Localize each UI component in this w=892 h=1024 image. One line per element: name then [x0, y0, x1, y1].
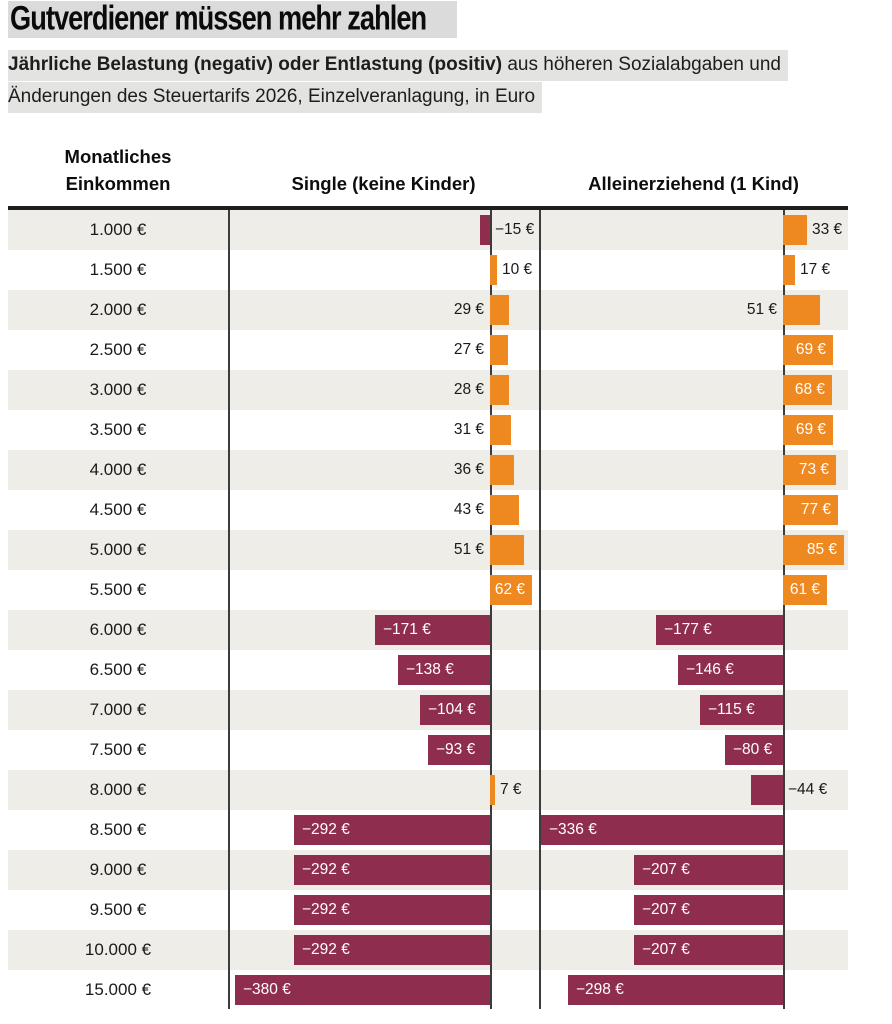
- table-row: [8, 290, 848, 330]
- income-label: 1.000 €: [89, 220, 147, 239]
- bar-value-label: 77 €: [800, 501, 831, 518]
- bar-value-label: 28 €: [453, 381, 484, 398]
- bar-single: [490, 375, 509, 405]
- bar-single-parent: [783, 455, 836, 485]
- bar-value-label: −146 €: [686, 661, 734, 678]
- income-label: 8.500 €: [89, 820, 147, 839]
- bar-single: [294, 935, 490, 965]
- bar-value-label: 51 €: [453, 541, 484, 558]
- income-label: 1.500 €: [89, 260, 147, 279]
- bar-value-label: −380 €: [243, 981, 291, 998]
- bar-single: [294, 895, 490, 925]
- table-row: [8, 210, 848, 250]
- bar-value-label: −177 €: [664, 621, 712, 638]
- subtitle-line-1-rest: aus höheren Sozialabgaben und: [502, 54, 781, 75]
- bar-single-parent: [700, 695, 783, 725]
- bar-single: [235, 975, 490, 1005]
- income-label: 2.000 €: [89, 300, 147, 319]
- bar-value-label: 33 €: [812, 221, 843, 238]
- bar-single: [490, 535, 524, 565]
- bar-single: [490, 775, 495, 805]
- bar-single: [490, 575, 532, 605]
- bar-single: [490, 335, 508, 365]
- bar-single: [490, 495, 519, 525]
- bar-single-parent: [783, 255, 795, 285]
- bar-value-label: −104 €: [428, 701, 476, 718]
- income-label: 9.500 €: [89, 900, 147, 919]
- bar-single: [490, 295, 509, 325]
- bar-single-parent: [634, 935, 783, 965]
- table-row: [8, 330, 848, 370]
- bar-value-label: 51 €: [746, 301, 777, 318]
- bar-value-label: −138 €: [406, 661, 454, 678]
- bar-value-label: −207 €: [642, 861, 690, 878]
- income-label: 3.500 €: [89, 420, 147, 439]
- bar-value-label: 73 €: [798, 461, 829, 478]
- bar-single-parent: [634, 895, 783, 925]
- income-label: 5.500 €: [89, 580, 147, 599]
- bar-value-label: 62 €: [494, 581, 525, 598]
- bar-value-label: −115 €: [708, 701, 755, 718]
- bar-value-label: 7 €: [500, 781, 522, 798]
- bar-single-parent: [783, 495, 838, 525]
- bar-single-parent: [678, 655, 783, 685]
- bar-value-label: 68 €: [794, 381, 825, 398]
- income-label: 4.500 €: [89, 500, 147, 519]
- income-label: 6.000 €: [89, 620, 147, 639]
- income-label: 15.000 €: [84, 980, 152, 999]
- income-label: 10.000 €: [84, 940, 152, 959]
- bar-value-label: −80 €: [733, 741, 773, 758]
- bar-single-parent: [751, 775, 783, 805]
- table-row: [8, 370, 848, 410]
- bar-value-label: −207 €: [642, 901, 690, 918]
- chart-table-body: [8, 210, 848, 1010]
- bar-single-parent: [783, 375, 832, 405]
- bar-value-label: 61 €: [789, 581, 820, 598]
- bar-single-parent: [656, 615, 783, 645]
- subtitle-bold-lead: Jährliche Belastung (negativ) oder Entlastung (positiv): [8, 54, 503, 75]
- bar-value-label: −292 €: [302, 901, 350, 918]
- bar-value-label: 10 €: [502, 261, 533, 278]
- bar-single-parent: [783, 415, 833, 445]
- table-row: [8, 810, 848, 850]
- income-label: 3.000 €: [89, 380, 147, 399]
- bar-single-parent: [783, 535, 844, 565]
- page-title: Gutverdiener müssen mehr zahlen: [10, 0, 427, 38]
- column-header-single-parent: Alleinerziehend (1 Kind): [588, 173, 799, 194]
- bar-value-label: 69 €: [795, 421, 826, 438]
- table-row: [8, 970, 848, 1010]
- table-row: [8, 890, 848, 930]
- subtitle-line-1: [8, 50, 788, 81]
- bar-single: [294, 855, 490, 885]
- bar-single-parent: [568, 975, 783, 1005]
- zero-axis-single: [490, 210, 492, 1009]
- bar-single: [490, 455, 514, 485]
- table-row: [8, 770, 848, 810]
- bar-single: [480, 215, 490, 245]
- table-row: [8, 930, 848, 970]
- table-row: [8, 650, 848, 690]
- bar-single-parent: [783, 335, 833, 365]
- column-divider-middle: [539, 210, 541, 1009]
- bar-value-label: −292 €: [302, 861, 350, 878]
- table-row: [8, 530, 848, 570]
- table-row: [8, 610, 848, 650]
- income-label: 2.500 €: [89, 340, 147, 359]
- income-label: 6.500 €: [89, 660, 147, 679]
- bar-single: [294, 815, 490, 845]
- income-label: 9.000 €: [89, 860, 147, 879]
- bar-single-parent: [783, 295, 820, 325]
- table-row: [8, 690, 848, 730]
- bar-value-label: −15 €: [495, 221, 535, 238]
- bar-single: [490, 255, 497, 285]
- bar-value-label: −171 €: [383, 621, 431, 638]
- bar-value-label: 27 €: [453, 341, 484, 358]
- bar-value-label: −298 €: [576, 981, 624, 998]
- bar-single: [420, 695, 490, 725]
- bar-value-label: −44 €: [788, 781, 828, 798]
- bar-single: [428, 735, 490, 765]
- table-row: [8, 850, 848, 890]
- bar-value-label: −292 €: [302, 821, 350, 838]
- bar-value-label: −336 €: [549, 821, 597, 838]
- subtitle: [8, 50, 788, 114]
- column-header-single: Single (keine Kinder): [291, 173, 476, 194]
- bar-single-parent: [634, 855, 783, 885]
- table-row: [8, 410, 848, 450]
- bar-value-label: −292 €: [302, 941, 350, 958]
- table-row: [8, 450, 848, 490]
- bar-value-label: 36 €: [453, 461, 484, 478]
- column-header-income: Monatliches Einkommen: [64, 146, 172, 194]
- table-row: [8, 570, 848, 610]
- income-label: 5.000 €: [89, 540, 147, 559]
- income-label: 4.000 €: [89, 460, 147, 479]
- bar-value-label: −93 €: [436, 741, 476, 758]
- bar-value-label: 69 €: [795, 341, 826, 358]
- subtitle-line-2: Änderungen des Steuertarifs 2026, Einzelveranlagung, in Euro: [8, 82, 788, 113]
- bar-single-parent: [783, 215, 807, 245]
- bar-single-parent: [541, 815, 783, 845]
- bar-single: [398, 655, 490, 685]
- bar-value-label: −207 €: [642, 941, 690, 958]
- zero-axis-single-parent: [783, 210, 785, 1009]
- income-label: 7.500 €: [89, 740, 147, 759]
- income-label: 7.000 €: [89, 700, 147, 719]
- table-row: [8, 490, 848, 530]
- bar-single: [490, 415, 511, 445]
- bar-single: [375, 615, 490, 645]
- bar-value-label: 17 €: [800, 261, 831, 278]
- income-label: 8.000 €: [89, 780, 147, 799]
- bar-value-label: 29 €: [453, 301, 484, 318]
- bar-single-parent: [783, 575, 827, 605]
- table-row: [8, 250, 848, 290]
- bar-value-label: 31 €: [453, 421, 484, 438]
- bar-value-label: 85 €: [806, 541, 837, 558]
- page-title-highlight: [8, 1, 457, 38]
- column-divider-left: [228, 210, 230, 1009]
- column-headers: [8, 139, 848, 197]
- table-row: [8, 730, 848, 770]
- bar-single-parent: [725, 735, 783, 765]
- bar-value-label: 43 €: [453, 501, 484, 518]
